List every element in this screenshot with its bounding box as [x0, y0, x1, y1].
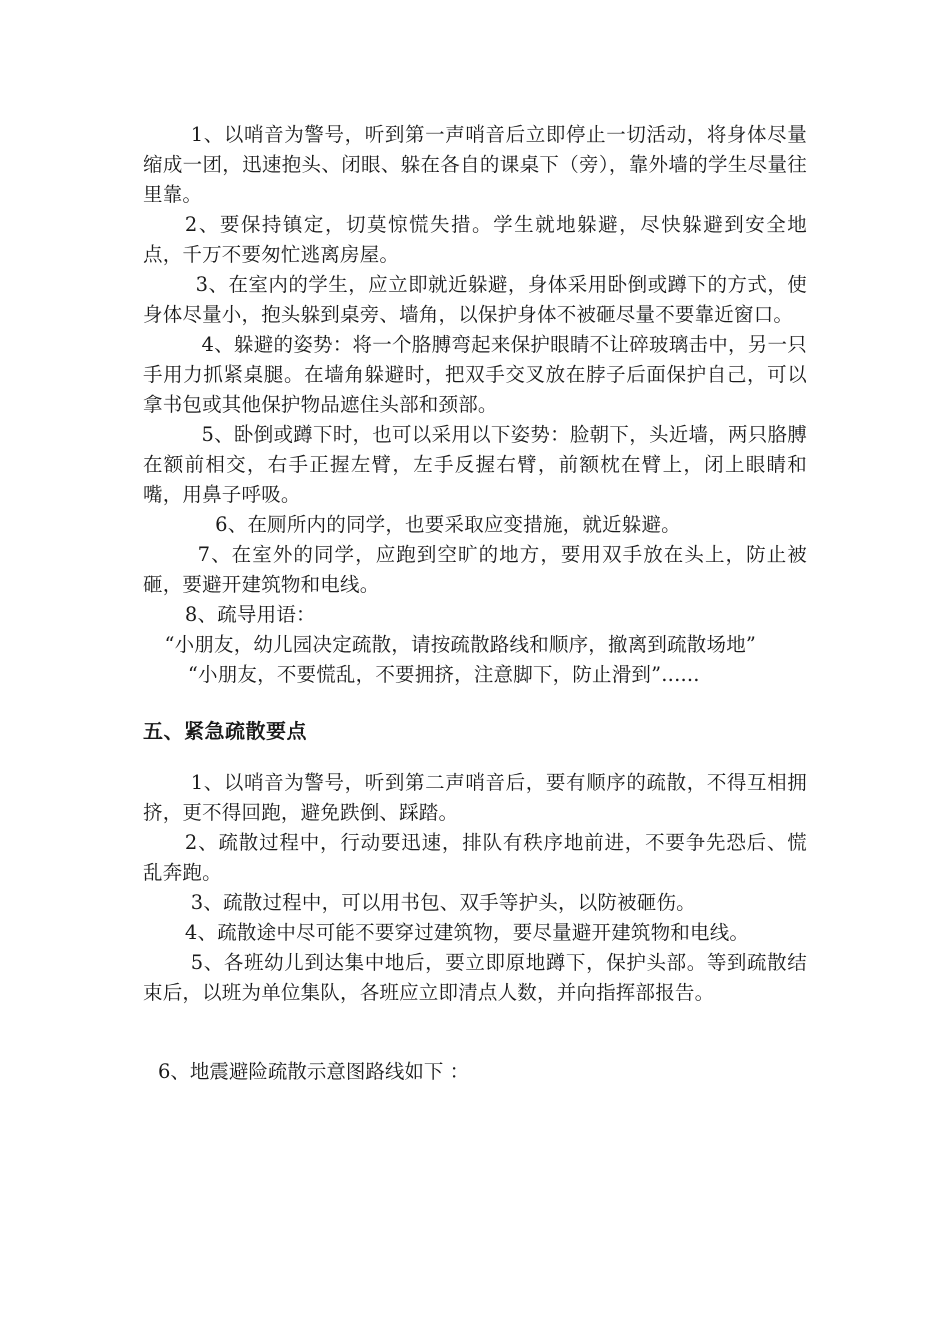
shelter-rule-1: 1、以哨音为警号，听到第一声哨音后立即停止一切活动，将身体尽量缩成一团，迅速抱头、闭眼、躲在各自的课桌下（旁），靠外墙的学生尽量往里靠。 [143, 123, 807, 206]
guidance-phrase-1: “小朋友，幼儿园决定疏散，请按疏散路线和顺序，撤离到疏散场地” [164, 633, 757, 656]
evacuation-rule-3: 3、疏散过程中，可以用书包、双手等护头，以防被砸伤。 [190, 891, 696, 914]
evacuation-rule-2: 2、疏散过程中，行动要迅速，排队有秩序地前进，不要争先恐后、慌乱奔跑。 [143, 831, 807, 884]
shelter-rule-3: 3、在室内的学生，应立即就近躲避，身体采用卧倒或蹲下的方式，使身体尽量小，抱头躲到桌旁、墙角，以保护身体不被砸尽量不要靠近窗口。 [143, 273, 807, 326]
evacuation-map-caption: 6、地震避险疏散示意图路线如下 ： [158, 1060, 470, 1083]
shelter-rule-2: 2、要保持镇定，切莫惊慌失措。学生就地躲避，尽快躲避到安全地点，千万不要匆忙逃离房屋。 [143, 213, 807, 266]
shelter-rule-7: 7、在室外的同学，应跑到空旷的地方，要用双手放在头上，防止被砸，要避开建筑物和电线。 [143, 543, 807, 596]
document-body [143, 120, 807, 1008]
evacuation-rule-5: 5、各班幼儿到达集中地后，要立即原地蹲下，保护头部。等到疏散结束后，以班为单位集队，各班应立即清点人数，并向指挥部报告。 [143, 951, 807, 1004]
evacuation-rule-4: 4、疏散途中尽可能不要穿过建筑物，要尽量避开建筑物和电线。 [184, 921, 750, 944]
evacuation-rule-1: 1、以哨音为警号，听到第二声哨音后，要有顺序的疏散，不得互相拥挤，更不得回跑，避免跌倒、踩踏。 [143, 771, 807, 824]
guidance-phrase-2: “小朋友，不要慌乱，不要拥挤，注意脚下，防止滑到”...... [187, 663, 700, 686]
guidance-phrases-label: 8、疏导用语： [184, 603, 316, 626]
shelter-rule-5: 5、卧倒或蹲下时，也可以采用以下姿势：脸朝下，头近墙，两只胳膊在额前相交，右手正握左臂，左手反握右臂，前额枕在臂上，闭上眼睛和嘴，用鼻子呼吸。 [143, 423, 807, 506]
shelter-rule-6: 6、在厕所内的同学，也要采取应变措施，就近躲避。 [215, 513, 681, 536]
section-heading-emergency-evacuation: 五、紧急疏散要点 [143, 719, 307, 743]
shelter-rule-4: 4、躲避的姿势：将一个胳膊弯起来保护眼睛不让碎玻璃击中，另一只手用力抓紧桌腿。在墙角躲避时，把双手交叉放在脖子后面保护自己，可以拿书包或其他保护物品遮住头部和颈部。 [143, 333, 807, 416]
